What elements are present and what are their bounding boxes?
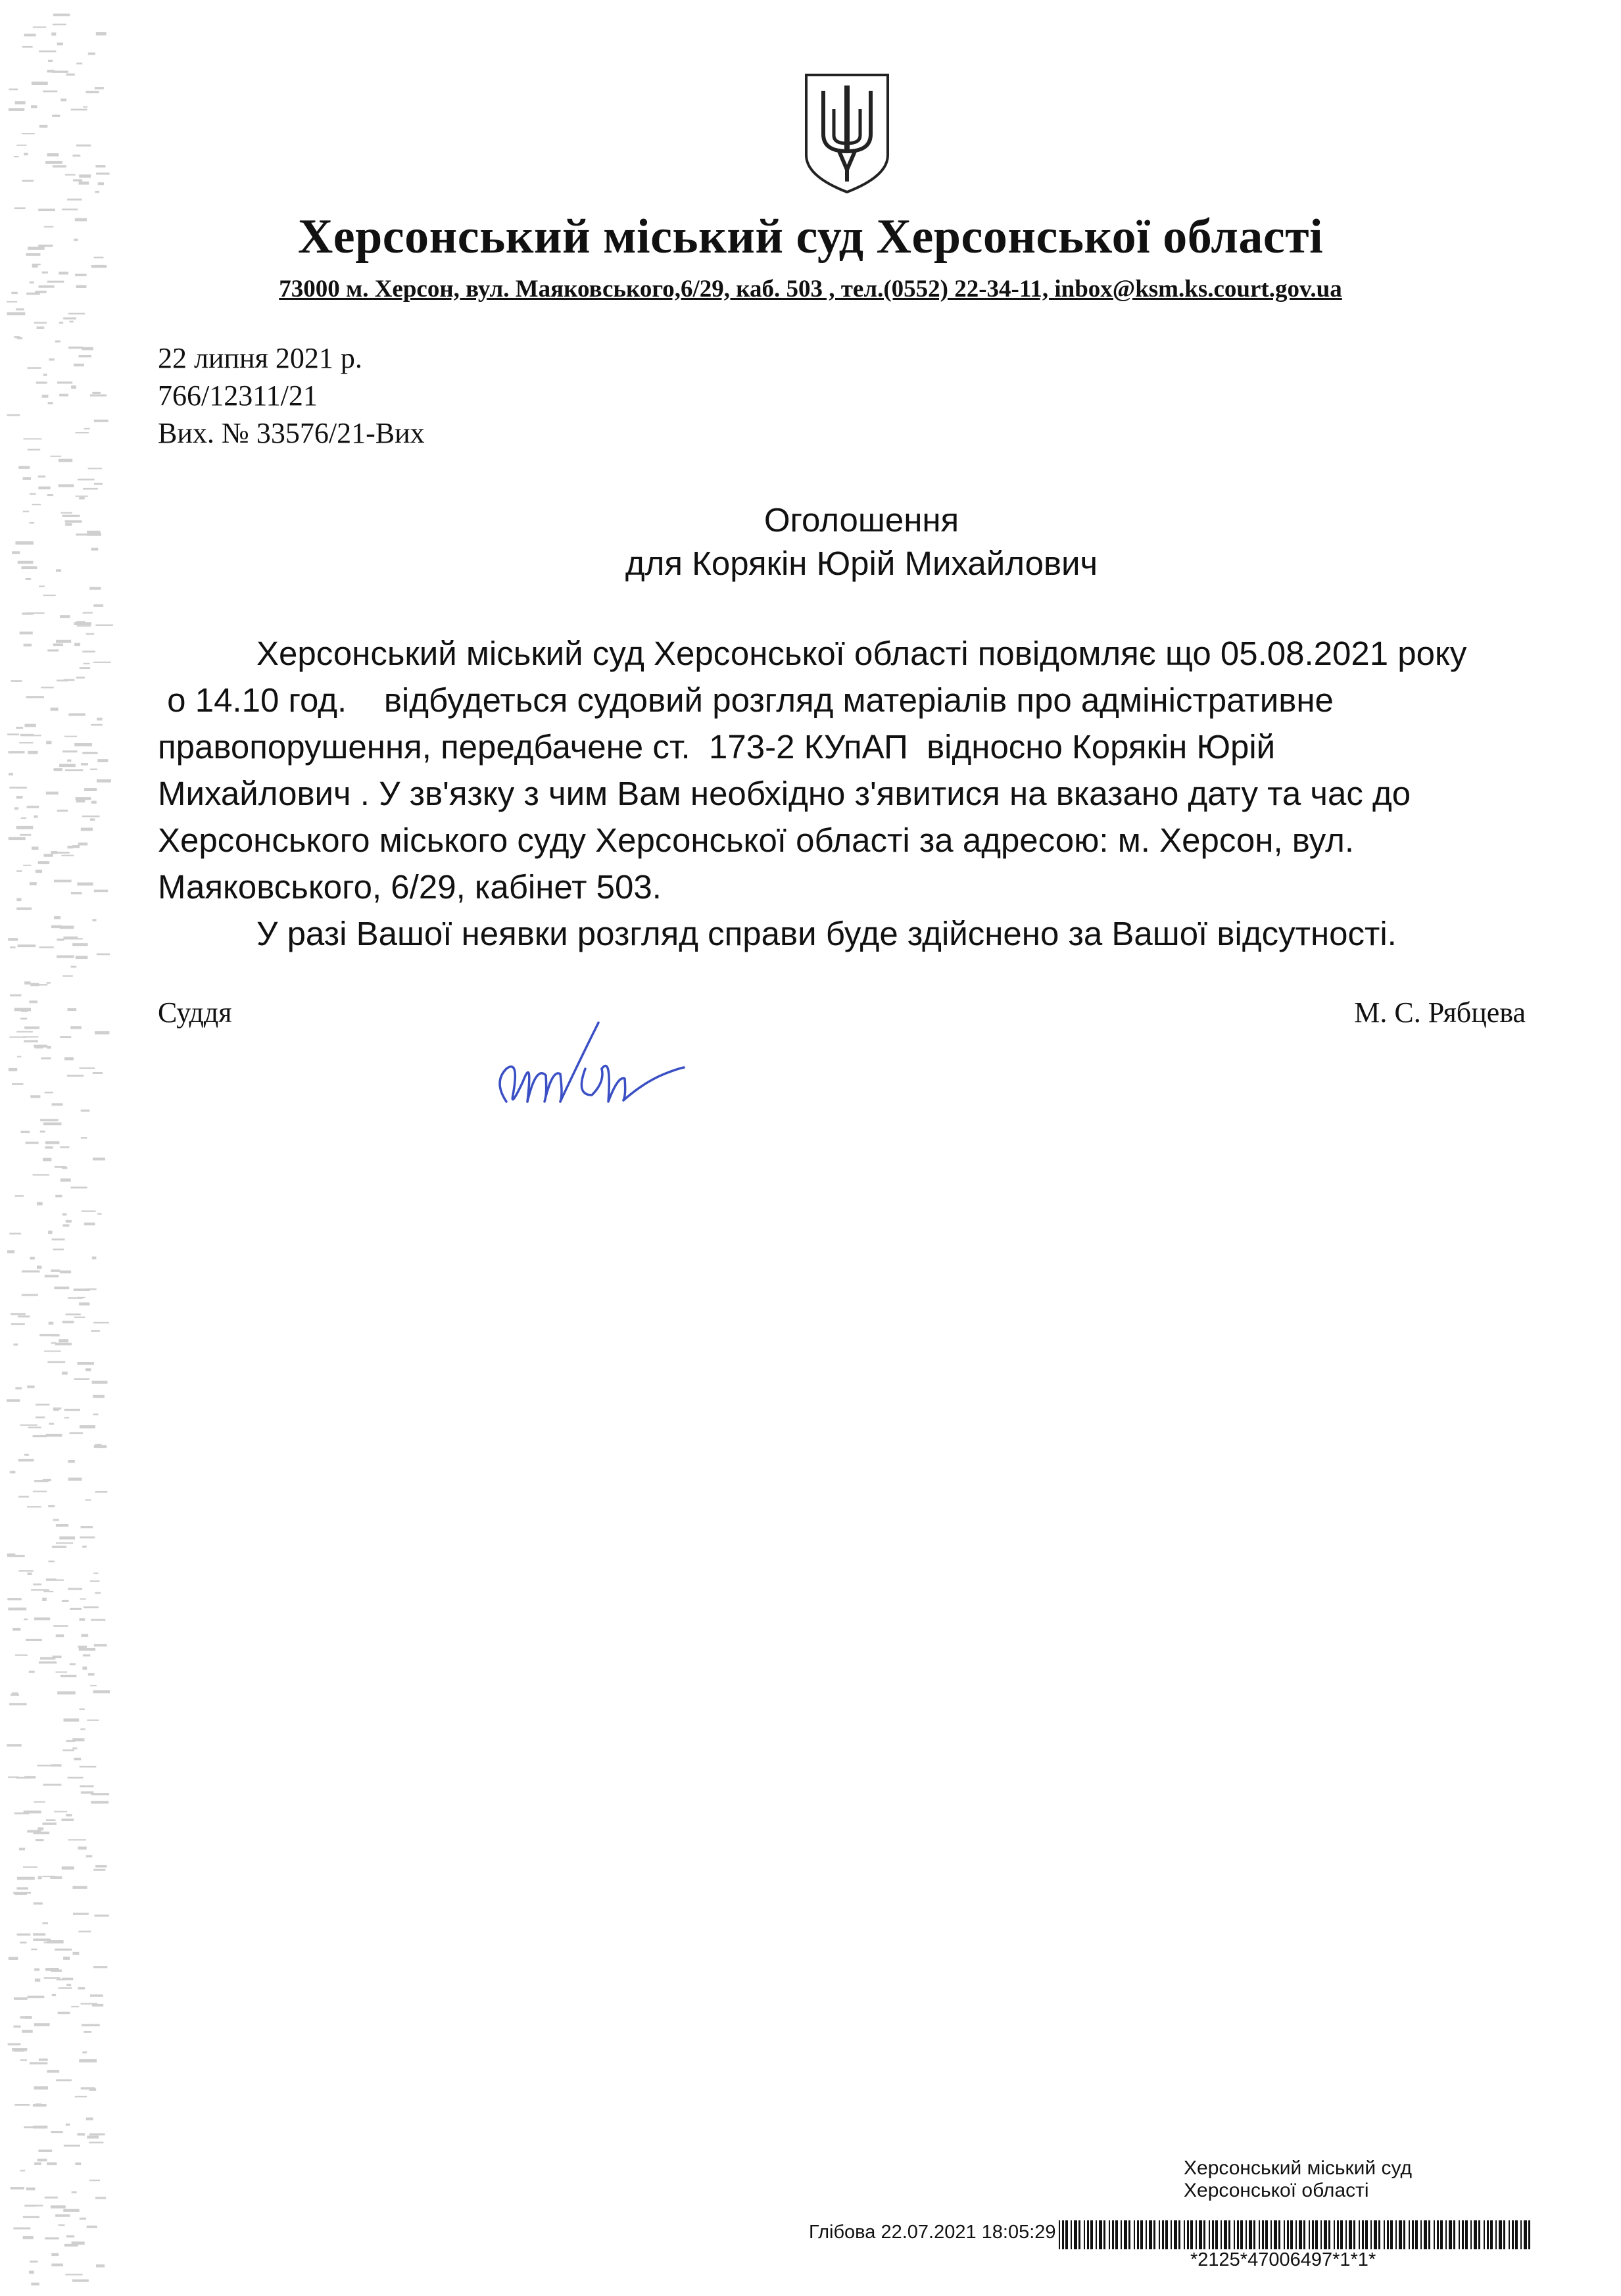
- stamp-registered-by: Глібова 22.07.2021 18:05:29: [809, 2222, 1056, 2243]
- scan-edge-artifact: [0, 0, 118, 2296]
- announcement-recipient: для Корякін Юрій Михайлович: [625, 545, 1098, 582]
- judge-name: М. С. Рябцева: [1354, 996, 1526, 1029]
- announcement-body: [158, 630, 1545, 957]
- body-line-3: правопорушення, передбачене ст. 173-2 КУпАП відносно Корякін Юрій: [158, 728, 1276, 766]
- registration-stamp: [756, 2144, 1559, 2295]
- body-line-7: У разі Вашої неявки розгляд справи буде здійснено за Вашої відсутності.: [256, 915, 1397, 952]
- body-line-4: Михайлович . У зв'язку з чим Вам необхідно з'явитися на вказано дату та час до: [158, 775, 1411, 812]
- document-date: 22 липня 2021 р.: [158, 342, 362, 374]
- stamp-court-line-1: Херсонський міський суд: [1184, 2157, 1412, 2179]
- document-meta: [158, 339, 425, 452]
- barcode-text: *2125*47006497*1*1*: [1190, 2249, 1376, 2270]
- handwritten-signature: [487, 1003, 690, 1135]
- body-line-2: о 14.10 год. відбудеться судовий розгляд матеріалів про адміністративне: [158, 681, 1334, 719]
- court-address: 73000 м. Херсон, вул. Маяковського,6/29, каб. 503 , тел.(0552) 22-34-11, inbox@ksm.ks.court.gov.ua: [279, 276, 1342, 303]
- announcement-heading: [0, 499, 1621, 585]
- court-name-heading: Херсонський міський суд Херсонської області: [297, 210, 1324, 264]
- case-number: 766/12311/21: [158, 379, 318, 412]
- body-line-6: Маяковського, 6/29, кабінет 503.: [158, 868, 662, 906]
- body-line-1: Херсонський міський суд Херсонської області повідомляє що 05.08.2021 року: [256, 635, 1467, 672]
- judge-label: Суддя: [158, 996, 232, 1029]
- barcode-icon: [1059, 2220, 1532, 2249]
- stamp-court-line-2: Херсонської області: [1184, 2180, 1369, 2201]
- body-line-5: Херсонського міського суду Херсонської області за адресою: м. Херсон, вул.: [158, 821, 1355, 859]
- trident-emblem-icon: [801, 71, 893, 196]
- announcement-title: Оголошення: [763, 501, 959, 539]
- stamp-court-name: [1184, 2157, 1412, 2202]
- outgoing-number: Вих. № 33576/21-Вих: [158, 417, 425, 449]
